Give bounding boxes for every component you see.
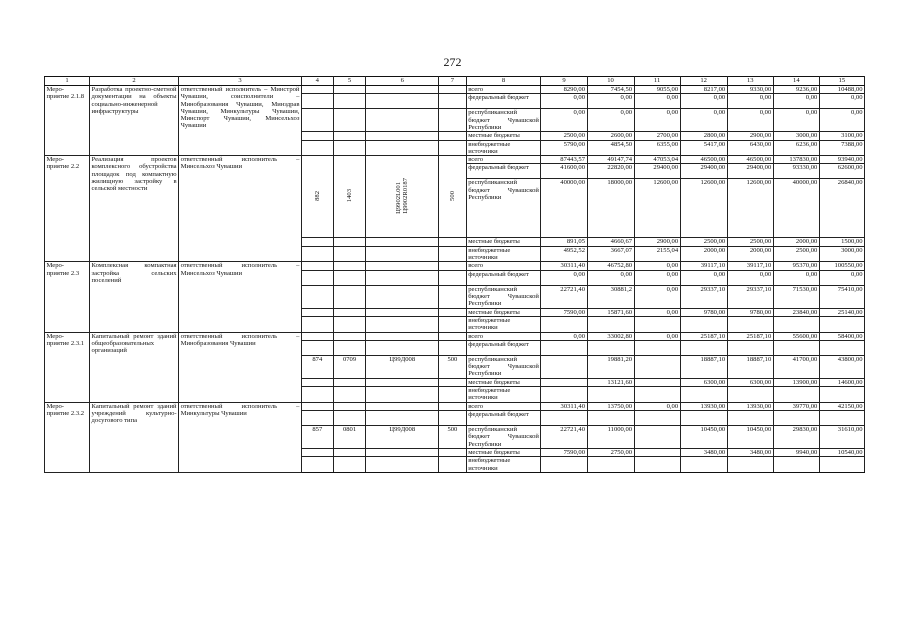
value-cell: 2000,00 [680, 246, 727, 262]
value-cell [773, 340, 819, 355]
value-cell: 29400,00 [727, 164, 773, 179]
column-number: 5 [333, 77, 366, 86]
funding-source: местные бюджеты [466, 378, 541, 386]
value-cell: 7590,00 [541, 449, 587, 457]
column-number: 1 [45, 77, 90, 86]
value-cell: 25187,10 [727, 332, 773, 340]
value-cell: 23840,00 [773, 308, 819, 316]
value-cell [727, 411, 773, 426]
value-cell: 46500,00 [727, 156, 773, 164]
value-cell [541, 378, 587, 386]
value-cell: 0,00 [634, 332, 680, 340]
value-cell: 7590,00 [541, 308, 587, 316]
value-cell [634, 411, 680, 426]
value-cell: 3667,07 [587, 246, 634, 262]
value-cell [634, 426, 680, 449]
value-cell [819, 316, 864, 332]
value-cell: 3000,00 [819, 246, 864, 262]
funding-source: всего [466, 156, 541, 164]
value-cell: 2500,00 [773, 246, 819, 262]
value-cell: 0,00 [634, 109, 680, 132]
value-cell: 13900,00 [773, 378, 819, 386]
value-cell: 95370,00 [773, 262, 819, 270]
value-cell: 6430,00 [727, 140, 773, 156]
value-cell: 4660,67 [587, 238, 634, 246]
funding-source: республиканский бюджет Чувашской Республики [468, 285, 539, 308]
value-cell [819, 340, 864, 355]
value-cell: 93330,00 [773, 164, 819, 179]
value-cell: 0,00 [541, 109, 587, 132]
value-cell: 11000,00 [587, 426, 634, 449]
value-cell: 10450,00 [727, 426, 773, 449]
value-cell: 7454,50 [587, 86, 634, 94]
value-cell: 18887,10 [727, 355, 773, 378]
value-cell: 9780,00 [680, 308, 727, 316]
value-cell [680, 411, 727, 426]
value-cell: 46500,00 [680, 156, 727, 164]
table-row [45, 262, 865, 270]
value-cell: 0,00 [541, 94, 587, 109]
value-cell: 5417,00 [680, 140, 727, 156]
table-row [45, 332, 865, 340]
value-cell [680, 316, 727, 332]
column-number: 3 [179, 77, 302, 86]
funding-source: местные бюджеты [466, 449, 541, 457]
value-cell: 2000,00 [727, 246, 773, 262]
value-cell: 0,00 [634, 262, 680, 270]
column-number: 12 [680, 77, 727, 86]
value-cell: 10488,00 [819, 86, 864, 94]
page-number: 272 [443, 55, 462, 69]
value-cell: 0,00 [541, 332, 587, 340]
value-cell [541, 411, 587, 426]
value-cell: 891,05 [541, 238, 587, 246]
funding-source: республиканский бюджет Чувашской Республики [466, 179, 541, 238]
value-cell: 2700,00 [634, 132, 680, 140]
table-row [45, 86, 865, 94]
value-cell [634, 316, 680, 332]
value-cell: 13930,00 [680, 402, 727, 410]
value-cell: 6355,00 [634, 140, 680, 156]
value-cell [541, 340, 587, 355]
value-cell: 29337,10 [680, 285, 727, 308]
value-cell: 5790,00 [541, 140, 587, 156]
value-cell: 26840,00 [819, 179, 864, 238]
value-cell [634, 449, 680, 457]
code-type: 500 [439, 355, 467, 378]
value-cell: 49147,74 [587, 156, 634, 164]
value-cell [587, 316, 634, 332]
funding-source: федеральный бюджет [466, 340, 541, 355]
value-cell [541, 316, 587, 332]
value-cell: 0,00 [587, 94, 634, 109]
code-glava [301, 156, 333, 238]
value-cell: 2750,00 [587, 449, 634, 457]
value-cell: 0,00 [680, 94, 727, 109]
measure-executor: ответственный исполнитель – Минсельхоз Чувашии [179, 262, 302, 332]
value-cell: 0,00 [773, 109, 819, 132]
value-cell [727, 340, 773, 355]
value-cell: 3000,00 [773, 132, 819, 140]
funding-source: внебюджетные источники [466, 387, 541, 403]
value-cell: 0,00 [541, 270, 587, 285]
value-cell: 0,00 [634, 308, 680, 316]
value-cell: 0,00 [634, 94, 680, 109]
funding-source: внебюджетные источники [466, 457, 541, 473]
value-cell: 30311,40 [541, 402, 587, 410]
value-cell: 10540,00 [819, 449, 864, 457]
value-cell: 0,00 [587, 109, 634, 132]
value-cell: 0,00 [680, 270, 727, 285]
measure-id: Меро- приятие 2.3 [45, 262, 90, 332]
column-number: 13 [727, 77, 773, 86]
funding-source: местные бюджеты [466, 132, 541, 140]
funding-source: всего [466, 332, 541, 340]
measure-title: Реализация проектов комплексного обустройства площадок под компактную жилищную застройку в сельской местности [90, 156, 179, 262]
value-cell: 8217,00 [680, 86, 727, 94]
value-cell: 25187,10 [680, 332, 727, 340]
value-cell: 40000,00 [773, 179, 819, 238]
value-cell: 46752,80 [587, 262, 634, 270]
value-cell [819, 411, 864, 426]
value-cell: 30311,40 [541, 262, 587, 270]
value-cell: 33002,80 [587, 332, 634, 340]
value-cell: 0,00 [634, 285, 680, 308]
value-cell: 15871,60 [587, 308, 634, 316]
value-cell: 3480,00 [680, 449, 727, 457]
value-cell: 22721,40 [541, 426, 587, 449]
value-cell [587, 387, 634, 403]
value-cell: 29337,10 [727, 285, 773, 308]
value-cell: 6300,00 [727, 378, 773, 386]
value-cell: 137830,00 [773, 156, 819, 164]
measure-executor: ответственный исполнитель – Минсельхоз Чувашии [179, 156, 302, 262]
code-type [439, 156, 467, 238]
value-cell: 12600,00 [634, 179, 680, 238]
value-cell: 2155,04 [634, 246, 680, 262]
funding-source: республиканский бюджет Чувашской Республики [468, 109, 539, 131]
column-number: 10 [587, 77, 634, 86]
table-row [45, 402, 865, 410]
value-cell [727, 457, 773, 473]
value-cell: 39117,10 [680, 262, 727, 270]
measure-id: Меро- приятие 2.1.8 [45, 86, 90, 156]
value-cell: 40000,00 [541, 179, 587, 238]
value-cell [587, 411, 634, 426]
measure-id: Меро- приятие 2.2 [45, 156, 90, 262]
column-number: 15 [819, 77, 864, 86]
value-cell [541, 457, 587, 473]
value-cell [773, 411, 819, 426]
code-target-text-2: Ц9902R0187 [402, 177, 410, 214]
value-cell: 9330,00 [727, 86, 773, 94]
value-cell: 29400,00 [634, 164, 680, 179]
column-number: 8 [466, 77, 541, 86]
value-cell [634, 457, 680, 473]
value-cell: 10450,00 [680, 426, 727, 449]
measure-title: Разработка проектно-сметной документации на объекты социально-инженерной инфраструктуры [90, 86, 179, 156]
value-cell: 0,00 [819, 109, 864, 132]
value-cell: 0,00 [587, 270, 634, 285]
value-cell: 75410,00 [819, 285, 864, 308]
value-cell: 39770,00 [773, 402, 819, 410]
code-target: Ц99Д008 [366, 426, 439, 449]
value-cell: 93940,00 [819, 156, 864, 164]
value-cell [587, 457, 634, 473]
value-cell: 58400,00 [819, 332, 864, 340]
table-row [45, 156, 865, 164]
value-cell: 71530,00 [773, 285, 819, 308]
value-cell: 9055,00 [634, 86, 680, 94]
value-cell [634, 340, 680, 355]
code-type-text: 500 [448, 190, 456, 201]
value-cell: 62600,00 [819, 164, 864, 179]
funding-source: республиканский бюджет Чувашской Республики [468, 355, 539, 378]
value-cell: 0,00 [773, 270, 819, 285]
measure-executor: ответственный исполнитель – Минстрой Чувашии, соисполнители – Минобразования Чувашии, Минздрав Чувашии, Минкультуры Чувашии, Минспорт Чувашии, Минсельхоз Чувашии [179, 86, 302, 156]
value-cell: 2900,00 [634, 238, 680, 246]
measure-title: Комплексная компактная застройка сельских поселений [90, 262, 179, 332]
value-cell: 100550,00 [819, 262, 864, 270]
value-cell: 0,00 [773, 94, 819, 109]
value-cell: 9940,00 [773, 449, 819, 457]
value-cell: 25140,00 [819, 308, 864, 316]
code-type: 500 [439, 426, 467, 449]
value-cell: 13750,00 [587, 402, 634, 410]
value-cell [634, 378, 680, 386]
value-cell: 0,00 [727, 270, 773, 285]
code-razdel: 0709 [333, 355, 366, 378]
value-cell: 13121,60 [587, 378, 634, 386]
value-cell [634, 355, 680, 378]
value-cell: 30881,2 [587, 285, 634, 308]
value-cell: 41600,00 [541, 164, 587, 179]
value-cell: 29830,00 [773, 426, 819, 449]
value-cell [680, 340, 727, 355]
value-cell: 4854,50 [587, 140, 634, 156]
value-cell: 22721,40 [541, 285, 587, 308]
measure-executor: ответственный исполнитель – Минобразования Чувашии [179, 332, 302, 402]
value-cell: 2500,00 [727, 238, 773, 246]
column-number-row [45, 77, 865, 86]
value-cell: 0,00 [727, 109, 773, 132]
value-cell: 0,00 [727, 94, 773, 109]
measure-id: Меро- приятие 2.3.2 [45, 402, 90, 472]
value-cell: 2600,00 [587, 132, 634, 140]
funding-source: федеральный бюджет [466, 411, 541, 426]
value-cell: 39117,10 [727, 262, 773, 270]
value-cell: 9780,00 [727, 308, 773, 316]
value-cell: 8290,00 [541, 86, 587, 94]
value-cell [773, 387, 819, 403]
value-cell: 4952,52 [541, 246, 587, 262]
value-cell: 42150,00 [819, 402, 864, 410]
value-cell: 18000,00 [587, 179, 634, 238]
value-cell: 2000,00 [773, 238, 819, 246]
value-cell: 47053,04 [634, 156, 680, 164]
value-cell: 2900,00 [727, 132, 773, 140]
code-razdel-text: 1403 [345, 189, 353, 203]
value-cell [773, 316, 819, 332]
value-cell [727, 316, 773, 332]
column-number: 6 [366, 77, 439, 86]
value-cell: 0,00 [680, 109, 727, 132]
measure-title: Капитальный ремонт зданий общеобразовательных организаций [90, 332, 179, 402]
value-cell: 1500,00 [819, 238, 864, 246]
column-number: 14 [773, 77, 819, 86]
value-cell [541, 355, 587, 378]
value-cell: 9236,00 [773, 86, 819, 94]
funding-source: местные бюджеты [466, 238, 541, 246]
funding-source: внебюджетные источники [466, 140, 541, 156]
value-cell: 0,00 [819, 270, 864, 285]
code-target: Ц99Д008 [366, 355, 439, 378]
code-razdel [333, 156, 366, 238]
value-cell: 12600,00 [727, 179, 773, 238]
value-cell: 6300,00 [680, 378, 727, 386]
measure-id: Меро- приятие 2.3.1 [45, 332, 90, 402]
funding-source: всего [466, 402, 541, 410]
measure-executor: ответственный исполнитель – Минкультуры Чувашии [179, 402, 302, 472]
value-cell: 43800,00 [819, 355, 864, 378]
value-cell: 2500,00 [680, 238, 727, 246]
value-cell [727, 387, 773, 403]
value-cell: 19881,20 [587, 355, 634, 378]
value-cell: 55600,00 [773, 332, 819, 340]
value-cell: 2500,00 [541, 132, 587, 140]
value-cell: 14600,00 [819, 378, 864, 386]
column-number: 9 [541, 77, 587, 86]
value-cell: 0,00 [634, 402, 680, 410]
value-cell: 3100,00 [819, 132, 864, 140]
value-cell [634, 387, 680, 403]
value-cell: 29400,00 [680, 164, 727, 179]
column-number: 4 [301, 77, 333, 86]
funding-source: федеральный бюджет [466, 164, 541, 179]
value-cell: 12600,00 [680, 179, 727, 238]
value-cell [541, 387, 587, 403]
column-number: 11 [634, 77, 680, 86]
value-cell: 31610,00 [819, 426, 864, 449]
code-target [366, 156, 439, 238]
value-cell: 7388,00 [819, 140, 864, 156]
code-glava-text: 882 [313, 190, 321, 201]
funding-source: всего [466, 86, 541, 94]
value-cell: 0,00 [634, 270, 680, 285]
code-glava: 857 [301, 426, 333, 449]
value-cell [819, 387, 864, 403]
value-cell: 18887,10 [680, 355, 727, 378]
funding-source: федеральный бюджет [466, 94, 541, 109]
column-number: 2 [90, 77, 179, 86]
value-cell: 87443,57 [541, 156, 587, 164]
funding-source: внебюджетные источники [466, 246, 541, 262]
code-target-text-1: Ц9902L001 [394, 181, 402, 214]
funding-source: местные бюджеты [466, 308, 541, 316]
value-cell: 41700,00 [773, 355, 819, 378]
value-cell: 13930,00 [727, 402, 773, 410]
value-cell: 0,00 [819, 94, 864, 109]
value-cell: 6236,00 [773, 140, 819, 156]
funding-source: внебюджетные источники [466, 316, 541, 332]
value-cell: 22820,00 [587, 164, 634, 179]
budget-table [44, 76, 865, 473]
value-cell [587, 340, 634, 355]
value-cell [680, 457, 727, 473]
funding-source: республиканский бюджет Чувашской Республики [468, 426, 539, 448]
value-cell [680, 387, 727, 403]
funding-source: всего [466, 262, 541, 270]
value-cell [773, 457, 819, 473]
funding-source: федеральный бюджет [466, 270, 541, 285]
code-glava: 874 [301, 355, 333, 378]
value-cell [819, 457, 864, 473]
measure-title: Капитальный ремонт зданий учреждений культурно-досугового типа [90, 402, 179, 472]
column-number: 7 [439, 77, 467, 86]
value-cell: 3480,00 [727, 449, 773, 457]
value-cell: 2800,00 [680, 132, 727, 140]
code-razdel: 0801 [333, 426, 366, 449]
